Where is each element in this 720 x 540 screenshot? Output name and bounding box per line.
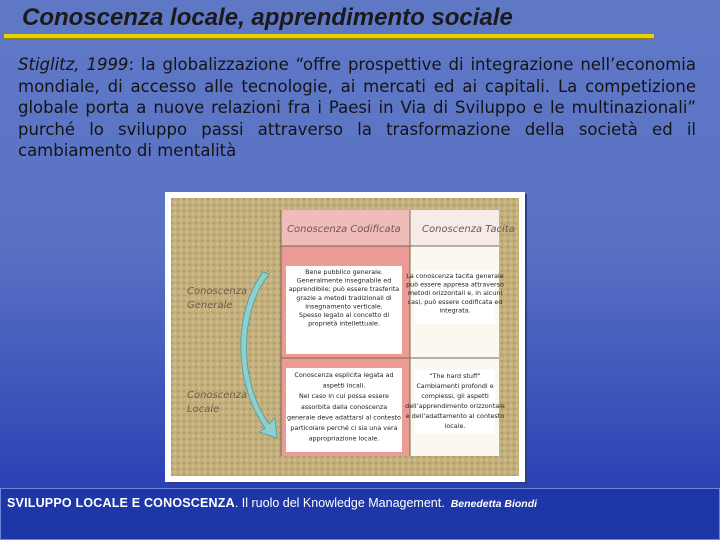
cell-line: può essere appresa attraverso	[406, 280, 504, 289]
col-header-tacit: Conoscenza Tacita	[422, 224, 515, 235]
footer-subtitle: . Il ruolo del Knowledge Management.	[234, 496, 445, 510]
cell-line: Generalmente insegnabile ed	[296, 276, 392, 285]
intro-paragraph	[18, 54, 696, 162]
knowledge-matrix-svg	[165, 192, 525, 482]
row-header-general-line1: Conoscenza	[187, 286, 248, 297]
row-header-local-line1: Conoscenza	[187, 390, 248, 401]
cell-line: Nel caso in cui possa essere	[299, 392, 389, 401]
row-header-local-line2: Locale	[187, 404, 220, 415]
cell-text-codified-general	[289, 268, 400, 328]
paragraph-body: : la globalizzazione “offre prospettive di integrazione nell’economia mondiale, di accesso alle tecnologie, ai mercati ed ai capitali. La competizione globale porta a nuove relazioni fra i Paesi in Via di Sviluppo e le multinazionali” purché lo sviluppo passi attraverso la trasformazione della società ed il cambiamento di mentalità	[18, 55, 696, 160]
title-underline	[4, 34, 654, 38]
row-header-general-line2: Generale	[187, 300, 233, 311]
cell-line: insegnamento verticale.	[305, 302, 383, 311]
slide-title: Conoscenza locale, apprendimento sociale	[22, 4, 513, 31]
knowledge-matrix-figure	[165, 192, 525, 482]
cell-line: aspetti locali.	[322, 381, 366, 390]
footer-bar	[0, 488, 720, 540]
cell-line: generale deve adattarsi al contesto	[287, 413, 401, 422]
cell-line: Spesso legato al concetto di	[298, 311, 390, 319]
cell-line: dell’apprendimento orizzontale	[405, 402, 505, 410]
citation: Stiglitz, 1999	[18, 55, 129, 74]
cell-line: metodi orizzontali e, in alcuni	[407, 289, 503, 298]
cell-line: integrata.	[439, 306, 471, 315]
cell-line: Cambiamenti profondi e	[416, 382, 494, 390]
cell-line: apprendibile; può essere trasferita	[288, 285, 400, 294]
cell-line: e dell’adattamento al contesto	[405, 412, 505, 420]
footer-author: Benedetta Biondi	[450, 498, 538, 510]
cell-line: “The hard stuff”	[429, 372, 481, 380]
cell-line: particolare perché ci sia una vera	[290, 424, 398, 432]
cell-line: Conoscenza esplicita legata ad	[294, 371, 394, 379]
cell-line: proprietà intellettuale.	[308, 319, 380, 328]
footer-text	[7, 496, 537, 510]
cell-line: La conoscenza tacita generale	[406, 272, 504, 280]
cell-line: complessi, gli aspetti	[421, 392, 489, 400]
cell-line: locale.	[444, 422, 466, 430]
cell-line: Bene pubblico generale.	[305, 268, 383, 276]
cell-line: grazie a metodi tradizionali di	[296, 293, 392, 302]
cell-line: appropriazione locale.	[308, 434, 380, 443]
cell-line: casi, può essere codificata ed	[407, 297, 503, 306]
footer-title: SVILUPPO LOCALE E CONOSCENZA	[7, 496, 235, 510]
col-header-codified: Conoscenza Codificata	[287, 224, 401, 235]
cell-line: assorbita dalla conoscenza	[300, 402, 388, 411]
